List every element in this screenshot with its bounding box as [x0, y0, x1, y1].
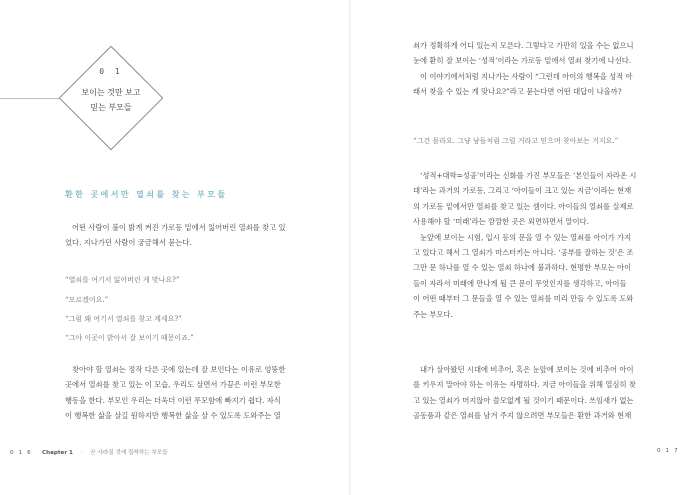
text-line: 이 행복한 삶을 살길 원하지만 행복한 삶을 살 수 있도록 도와주는 열 — [65, 411, 281, 421]
text-line: 고 있는 열쇠가 머지않아 쓸모없게 될 것이기 때문이다. 쓰임새가 없는 — [413, 395, 634, 405]
dialogue-line: “모르겠어요.” — [65, 296, 109, 304]
running-chapter: Chapter 1 — [42, 450, 73, 456]
text-line: 쇠가 정확하게 어디 있는지 모른다. 그렇다고 가만히 있을 수는 없으니 — [413, 41, 634, 50]
right-footer — [657, 448, 687, 454]
text-line: 내가 살아왔던 시대에 비추어, 혹은 눈앞에 보이는 것에 비추어 아이 — [420, 365, 634, 374]
left-paragraph-2 — [65, 362, 305, 424]
text-line: 눈앞에 보이는 시험, 입시 등의 문을 열 수 있는 열쇠를 아이가 가지 — [420, 232, 632, 242]
text-line: 곳에서 열쇠를 찾고 있는 이 모습, 우리도 살면서 가끔은 이런 부모한 — [65, 380, 281, 390]
dialogue-line: “그럼 왜 여기서 열쇠를 찾고 계세요?” — [65, 315, 182, 323]
page-number: 0 1 7 — [657, 448, 680, 454]
text-line: 눈에 환히 잘 보이는 ‘성적’이라는 가로등 밑에서 열쇠 찾기에 나선다. — [413, 56, 632, 66]
section-heading: 환한 곳에서만 열쇠를 찾는 부모들 — [65, 190, 228, 199]
chapter-title — [58, 85, 164, 115]
left-paragraph-1 — [65, 220, 305, 251]
text-line: 의 가로등 밑에서만 열쇠를 찾고 있는 셈이다. 아이들의 열쇠를 실제로 — [413, 201, 634, 211]
text-line: 이 이야기에서처럼 지나가는 사람이 “그런데 아이의 행복을 성적 아 — [420, 71, 633, 81]
page-number: 0 1 6 — [10, 450, 33, 456]
separator: · — [80, 450, 83, 456]
quote-line: “그건 몰라요. 그냥 남들처럼 그럴 거라고 믿으며 찾아보는 거지요.” — [413, 137, 619, 145]
text-line: 행동을 한다. 부모인 우리는 더욱더 이런 무모함에 빠지기 쉽다. 자식 — [65, 395, 281, 405]
text-line: 골동품과 같은 열쇠를 남겨 주지 않으려면 부모들은 환한 과거와 현재 — [413, 411, 632, 421]
chapter-rule — [0, 98, 60, 99]
right-paragraph-2 — [413, 168, 653, 322]
text-line: 사용해야 할 ‘미래’라는 깜깜한 곳은 외면하면서 말이다. — [413, 217, 589, 227]
chapter-title-line: 보이는 것만 보고 — [81, 88, 141, 97]
right-paragraph-1 — [413, 38, 653, 100]
dialogue-line: “그야 이곳이 밝아서 잘 보이기 때문이죠.” — [65, 334, 194, 342]
chapter-number: 0 1 — [99, 67, 123, 76]
text-line: 대’라는 과거의 가로등, 그리고 ‘아이들이 크고 있는 지금’이라는 현재 — [413, 186, 632, 196]
chapter-diamond — [58, 45, 164, 151]
text-line: ‘성적+대학=성공’이라는 신화를 가진 부모들은 ‘본인들이 자라온 시 — [420, 171, 637, 180]
right-paragraph-3 — [413, 362, 653, 424]
text-line: 주는 부모다. — [413, 309, 453, 319]
running-subtitle: 곧 사라질 것에 집착하는 부모들 — [90, 450, 168, 456]
text-line: 찾아야 할 열쇠는 정작 다른 곳에 있는데 잘 보인다는 이유로 엉뚱한 — [72, 365, 286, 374]
text-line: 래서 찾을 수 있는 게 맞나요?”라고 묻는다면 어떤 대답이 나올까? — [413, 87, 622, 97]
text-line: 고 있다고 해서 그 열쇠가 마스터키는 아니다. ‘공부를 잘하는 것’은 조 — [413, 248, 634, 258]
right-page — [350, 0, 700, 495]
text-line: 를 키우지 말아야 하는 이유는 자명하다. 지금 아이들을 위해 열심히 찾 — [413, 380, 636, 390]
dialogue-line: “열쇠를 여기서 잃어버린 게 맞나요?” — [65, 276, 180, 284]
text-line: 들이 자라서 미래에 만나게 될 큰 문이 무엇인지를 생각하고, 아이들 — [413, 278, 627, 288]
text-line: 그만 문 하나를 열 수 있는 열쇠 하나에 불과하다. 현명한 부모는 아이 — [413, 263, 632, 273]
text-line: 이 어떤 때부터 그 문들을 열 수 있는 열쇠를 미리 만들 수 있도록 도와 — [413, 294, 634, 304]
text-line: 어떤 사람이 불이 밝게 켜진 가로등 밑에서 잃어버린 열쇠를 찾고 있 — [72, 223, 286, 232]
text-line: 었다. 지나가던 사람이 궁금해서 묻는다. — [65, 238, 192, 248]
left-footer — [10, 448, 168, 456]
chapter-title-line: 믿는 부모들 — [90, 103, 132, 112]
